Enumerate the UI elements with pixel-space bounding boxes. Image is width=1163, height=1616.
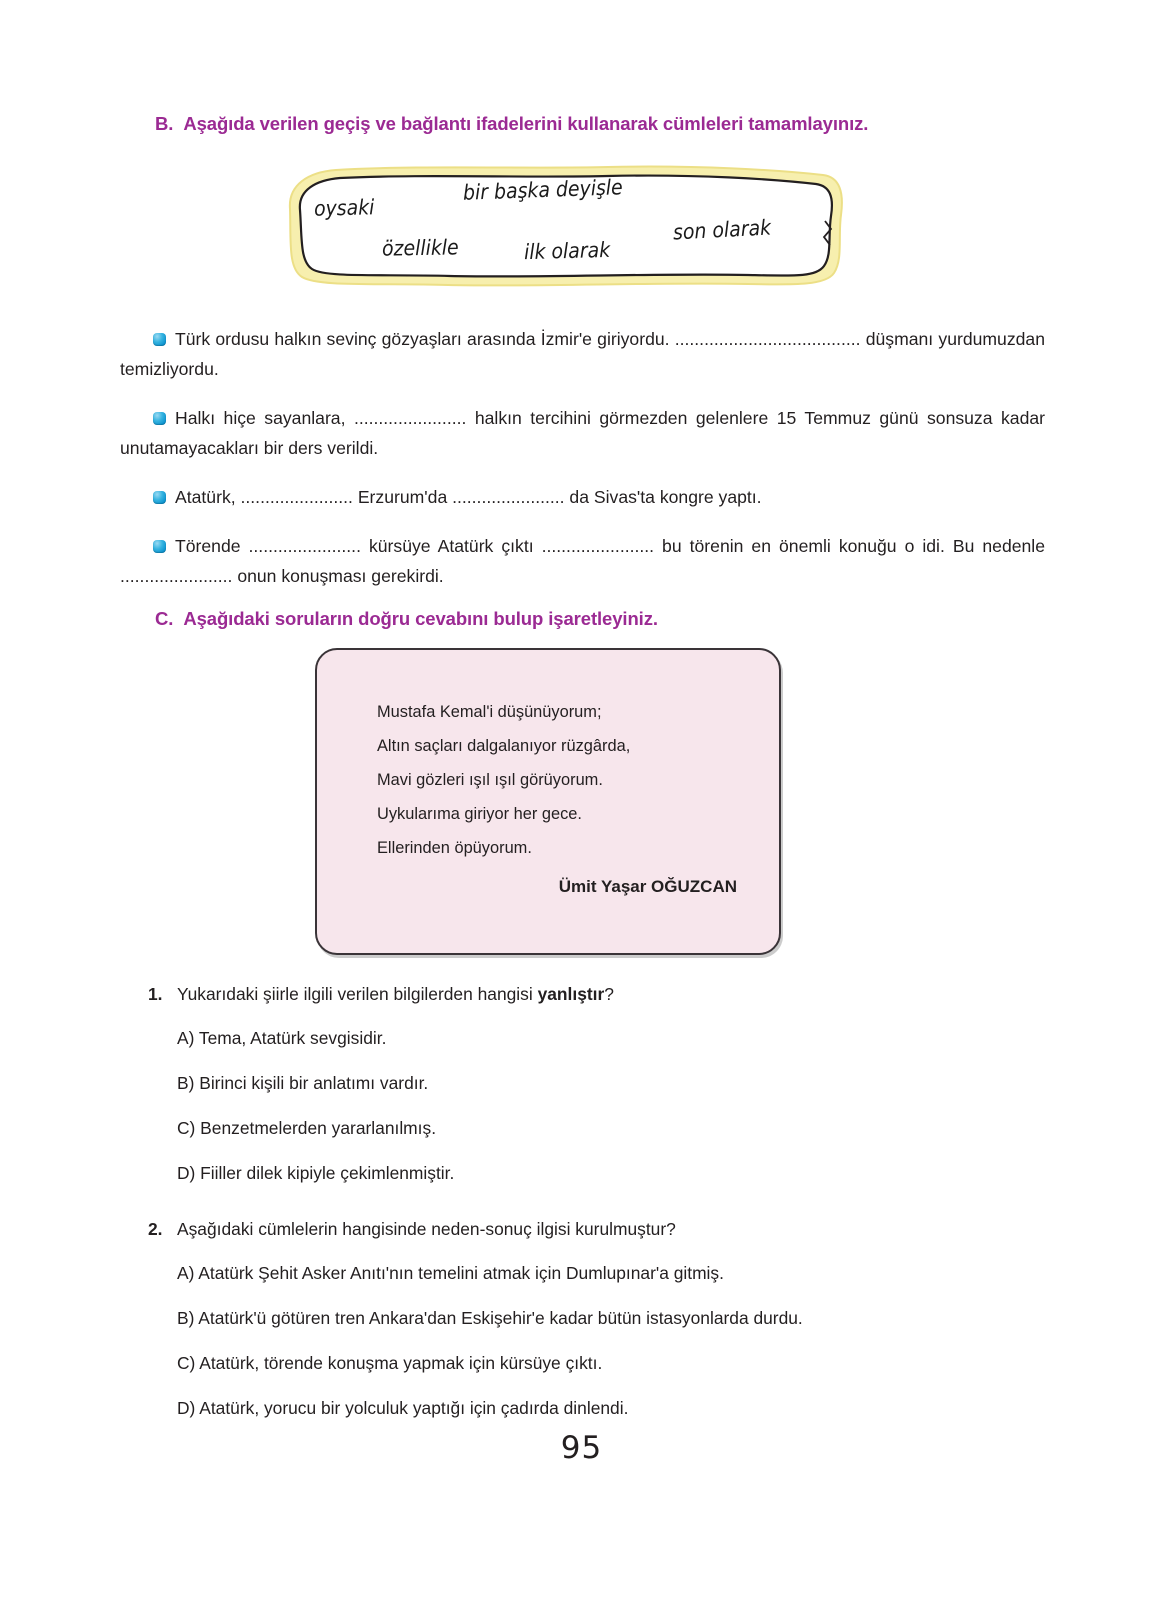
bullet-circle-icon [153,540,166,553]
section-c-heading [155,608,658,630]
fill-item-text: Törende ....................... kürsüye Atatürk çıktı ....................... bu törenin en önemli konuğu o idi. Bu nedenle ....................... onun konuşması gerekirdi. [120,536,1045,586]
poem-line: Uykularıma giriyor her gece. [377,805,582,823]
question-text [177,980,614,1008]
fill-item-text: Halkı hiçe sayanlara, ....................... halkın tercihini görmezden gelenlere 15 Temmuz günü sonsuza kadar unutamayacakları bir ders verildi. [120,408,1045,458]
word-bank-word: son olarak [672,215,772,245]
fill-item-text: Atatürk, ....................... Erzurum'da ....................... da Sivas'ta kongre yaptı. [175,487,762,507]
section-c-title: Aşağıdaki soruların doğru cevabını bulup işaretleyiniz. [183,608,658,629]
question-stem [148,1215,1048,1243]
poem-author: Ümit Yaşar OĞUZCAN [558,877,737,896]
section-b-letter: B. [155,113,174,134]
word-bank-word: bir başka deyişle [462,175,624,205]
option-b[interactable]: B) Atatürk'ü götüren tren Ankara'dan Eskişehir'e kadar bütün istasyonlarda durdu. [177,1308,803,1328]
option-a[interactable]: A) Atatürk Şehit Asker Anıtı'nın temelini atmak için Dumlupınar'a gitmiş. [177,1263,724,1283]
word-bank-word: özellikle [381,235,459,261]
question-stem [148,980,1048,1008]
question-stem-before: Aşağıdaki cümlelerin hangisinde neden-sonuç ilgisi kurulmuştur? [177,1219,676,1239]
poem-line: Mustafa Kemal'i düşünüyorum; [377,703,602,721]
question-1-options [148,1024,1048,1187]
question-number: 2. [148,1219,163,1239]
list-item[interactable] [120,482,1045,512]
bullet-circle-icon [153,333,166,346]
poem-body [377,695,757,897]
page-number: 95 [560,1430,603,1466]
bullet-circle-icon [153,491,166,504]
option-d[interactable]: D) Fiiller dilek kipiyle çekimlenmiştir. [177,1163,455,1183]
poem-card [315,648,781,955]
question-2 [148,1215,1048,1439]
question-text [177,1215,676,1243]
option-c[interactable]: C) Atatürk, törende konuşma yapmak için kürsüye çıktı. [177,1353,603,1373]
question-number: 1. [148,984,163,1004]
option-d[interactable]: D) Atatürk, yorucu bir yolculuk yaptığı için çadırda dinlendi. [177,1398,629,1418]
option-a[interactable]: A) Tema, Atatürk sevgisidir. [177,1028,387,1048]
list-item[interactable] [120,324,1045,384]
section-c-letter: C. [155,608,174,629]
question-stem-emphasis: yanlıştır [537,984,605,1004]
bullet-circle-icon [153,412,166,425]
option-b[interactable]: B) Birinci kişili bir anlatımı vardır. [177,1073,429,1093]
section-b-heading [155,113,868,135]
question-stem-after: ? [604,984,614,1004]
poem-line: Altın saçları dalgalanıyor rüzgârda, [377,737,631,755]
fill-item-text: Türk ordusu halkın sevinç gözyaşları arasında İzmir'e giriyordu. ...................................... düşmanı yurdumuzdan temizliyordu. [120,329,1045,379]
word-bank-word: oysaki [313,195,375,221]
option-c[interactable]: C) Benzetmelerden yararlanılmış. [177,1118,437,1138]
list-item[interactable] [120,403,1045,463]
poem-line: Ellerinden öpüyorum. [377,839,532,857]
list-item[interactable] [120,531,1045,591]
word-bank-box [278,163,848,291]
question-2-options [148,1259,1048,1422]
question-1 [148,980,1048,1204]
poem-line: Mavi gözleri ışıl ışıl görüyorum. [377,771,603,789]
fill-in-blank-list [120,324,1045,610]
word-bank-word: ilk olarak [523,237,611,265]
question-stem-before: Yukarıdaki şiirle ilgili verilen bilgilerden hangisi [177,984,538,1004]
word-bank-words [278,163,848,291]
section-b-title: Aşağıda verilen geçiş ve bağlantı ifadelerini kullanarak cümleleri tamamlayınız. [183,113,869,134]
